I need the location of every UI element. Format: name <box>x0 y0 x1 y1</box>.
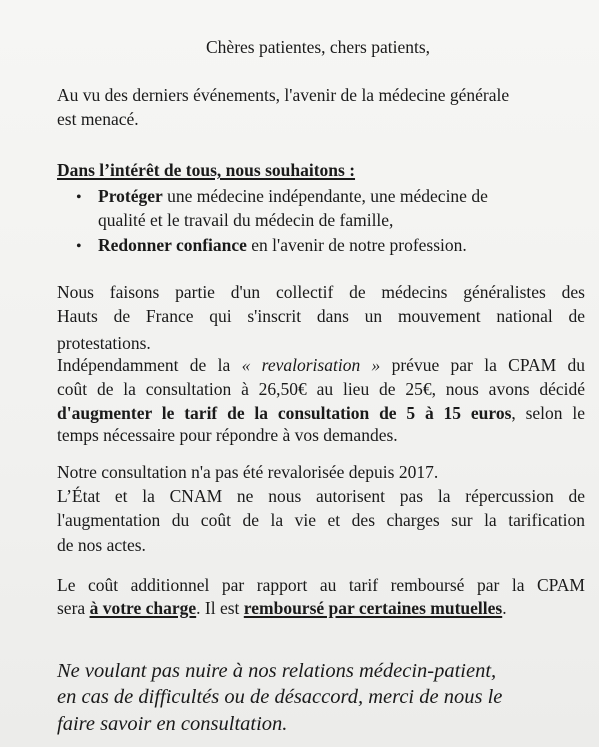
intro-line-2: est menacé. <box>57 109 139 129</box>
para2-line-4 <box>57 355 585 376</box>
para3-line-2: L’État et la CNAM ne nous autorisent pas la répercussion de <box>57 486 585 506</box>
bullet-dot-icon: • <box>76 189 82 206</box>
para4-line-2-mid: . Il est <box>196 598 244 618</box>
para3-line-1: Notre consultation n'a pas été revalorisée depuis 2017. <box>57 462 439 482</box>
closing-line-2: en cas de difficultés ou de désaccord, merci de nous le <box>57 686 503 708</box>
para2-line-6 <box>57 403 585 424</box>
closing-line-3: faire savoir en consultation. <box>57 713 288 735</box>
para4-underline-1: à votre charge <box>89 598 197 618</box>
bullet-item-1 <box>98 186 488 207</box>
para2-line-4-italic: « revalorisation » <box>241 355 381 375</box>
para2-line-4-pre: Indépendamment de la <box>57 355 242 375</box>
para4-underline-2: remboursé par certaines mutuelles <box>243 598 503 618</box>
bullet-dot-icon: • <box>76 238 82 255</box>
para4-line-2 <box>57 598 507 619</box>
para2-line-7: temps nécessaire pour répondre à vos demandes. <box>57 425 398 445</box>
para2-line-2: Hauts de France qui s'inscrit dans un mouvement national de <box>57 306 585 326</box>
bullet-1-bold: Protéger <box>98 186 163 206</box>
para4-line-1: Le coût additionnel par rapport au tarif remboursé par la CPAM <box>57 575 585 595</box>
greeting: Chères patientes, chers patients, <box>206 37 431 57</box>
para2-line-1: Nous faisons partie d'un collectif de médecins généralistes des <box>57 282 585 302</box>
para2-line-3: protestations. <box>57 333 151 353</box>
para2-line-4-post: prévue par la CPAM du <box>380 355 585 375</box>
bullet-2-text: en l'avenir de notre profession. <box>246 235 467 255</box>
para2-line-6-post: , selon le <box>511 403 585 423</box>
para2-line-5: coût de la consultation à 26,50€ au lieu de 25€, nous avons décidé <box>57 379 585 399</box>
para2-line-6-bold: d'augmenter le tarif de la consultation de 5 à 15 euros <box>57 403 512 423</box>
bullet-item-2 <box>98 235 467 256</box>
para3-line-3: l'augmentation du coût de la vie et des charges sur la tarification <box>57 510 585 530</box>
para4-line-2-post: . <box>502 598 507 618</box>
bullet-2-bold: Redonner confiance <box>98 235 247 255</box>
para3-line-4: de nos actes. <box>57 535 146 555</box>
closing-line-1: Ne voulant pas nuire à nos relations médecin-patient, <box>57 660 497 682</box>
para4-line-2-pre: sera <box>57 598 90 618</box>
intro-line-1: Au vu des derniers événements, l'avenir de la médecine générale <box>57 85 510 105</box>
bullet-item-1-line-2: qualité et le travail du médecin de famille, <box>98 210 394 230</box>
bullet-1-text: une médecine indépendante, une médecine de <box>162 186 488 206</box>
section-heading: Dans l’intérêt de tous, nous souhaitons : <box>57 160 356 180</box>
